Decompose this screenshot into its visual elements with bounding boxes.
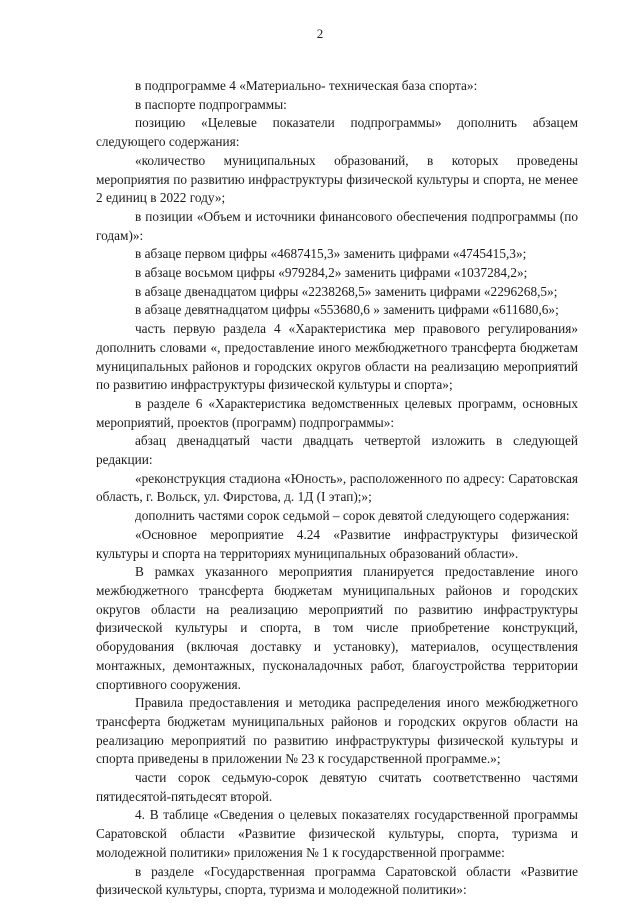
paragraph-main-event-424: «Основное мероприятие 4.24 «Развитие инфраструктуры физической культуры и спорта на территориях муниципальных образований области». xyxy=(96,526,578,561)
paragraph-funding-eighth: в абзаце восьмом цифры «979284,2» заменить цифрами «1037284,2»; xyxy=(135,265,528,281)
paragraph-indicator-quote: «количество муниципальных образований, в которых проведены мероприятия по развитию инфраструктуры физической культуры и спорта, не менее 2 единиц в 2022 году»; xyxy=(96,152,578,206)
paragraph-rules: Правила предоставления и методика распределения иного межбюджетного трансферта бюджетам муниципальных районов и городских округов области на реализацию мероприятий по развитию инфраструктуры физической культуры и спорта приведены в приложении № 23 к государственной программе.»; xyxy=(96,695,578,767)
paragraph-target-indicators: позицию «Целевые показатели подпрограммы» дополнить абзацем следующего содержания: xyxy=(96,115,578,150)
paragraph-subprogram-4: в подпрограмме 4 «Материально- техническая база спорта»: xyxy=(135,78,478,93)
paragraph-event-details: В рамках указанного мероприятия планируется предоставление иного межбюджетного трансферта бюджетам муниципальных районов и городских округов области на реализацию мероприятий по развитию инфраструктуры физической культуры и спорта, в том числе приобретение конструкций, оборудования (включая доставку и установку), материалов, осуществления монтажных, демонтажных, пусконаладочных работ, благоустройства территории спортивного сооружения. xyxy=(96,564,578,692)
page-number: 2 xyxy=(316,26,324,41)
paragraph-section-6: в разделе 6 «Характеристика ведомственных целевых программ, основных мероприятий, проектов (программ) подпрограммы»: xyxy=(96,395,578,430)
paragraph-table-4: 4. В таблице «Сведения о целевых показателях государственной программы Саратовской области «Развитие физической культуры, спорта, туризма и молодежной политики» приложения № 1 к государственной программе: xyxy=(96,807,578,860)
paragraph-funding-twelfth: в абзаце двенадцатом цифры «2238268,5» заменить цифрами «2296268,5»; xyxy=(135,283,558,299)
paragraph-section-4: часть первую раздела 4 «Характеристика мер правового регулирования» дополнить словами «, предоставление иного межбюджетного трансферта бюджетам муниципальных районов и городских округов области на реализацию мероприятий по развитию инфраструктуры физической культуры и спорта»; xyxy=(96,321,578,393)
paragraph-renumber: части сорок седьмую-сорок девятую считать соответственно частями пятидесятой-пятьдесят второй. xyxy=(96,770,578,804)
paragraph-twelfth-abzac: абзац двенадцатый части двадцать четвертой изложить в следующей редакции: xyxy=(96,433,578,468)
paragraph-funding-first: в абзаце первом цифры «4687415,3» заменить цифрами «4745415,3»; xyxy=(135,246,527,262)
paragraph-stadium-quote: «реконструкция стадиона «Юность», расположенного по адресу: Саратовская область, г. Вольск, ул. Фирстова, д. 1Д (I этап);»; xyxy=(96,470,578,505)
paragraph-funding-position: в позиции «Объем и источники финансового обеспечения подпрограммы (по годам)»: xyxy=(96,208,578,243)
paragraph-add-parts: дополнить частями сорок седьмой – сорок девятой следующего содержания: xyxy=(135,508,570,524)
paragraph-section-gp: в разделе «Государственная программа Саратовской области «Развитие физической культуры, спорта, туризма и молодежной политики»: xyxy=(96,863,578,898)
document-body xyxy=(96,77,578,900)
paragraph-funding-nineteenth: в абзаце девятнадцатом цифры «553680,6 » заменить цифрами «611680,6»; xyxy=(135,302,559,318)
paragraph-passport: в паспорте подпрограммы: xyxy=(135,96,287,112)
